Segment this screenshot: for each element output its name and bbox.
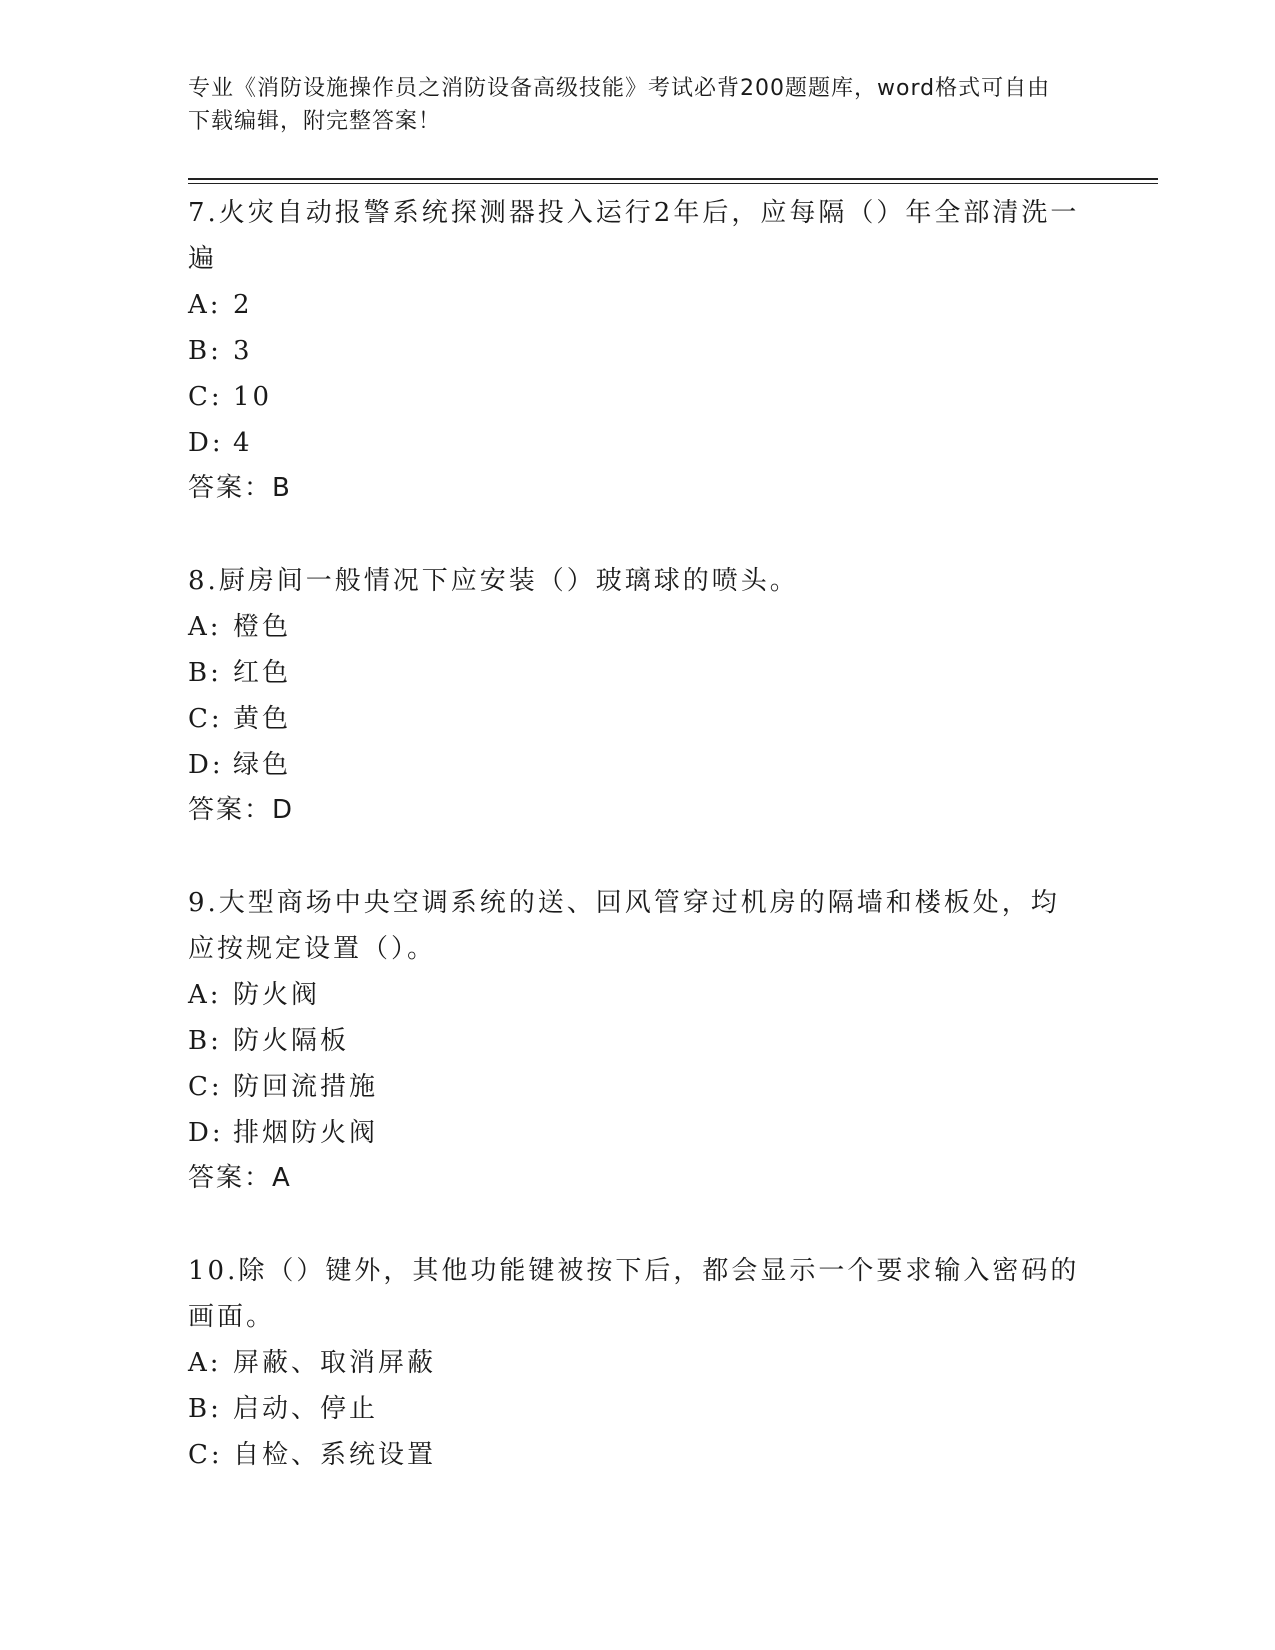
option-d (188, 420, 1088, 466)
answer-text: 答案：A (188, 1163, 292, 1193)
option-key: B: (188, 1026, 222, 1056)
option-key: A: (188, 290, 222, 320)
option-c (188, 1064, 1088, 1110)
question-item (188, 558, 1088, 832)
option-b (188, 1386, 1088, 1432)
option-value: 屏蔽、取消屏蔽 (233, 1348, 437, 1378)
option-value: 启动、停止 (233, 1394, 379, 1424)
question-item (188, 190, 1088, 510)
question-gap (188, 832, 1088, 880)
option-value: 2 (233, 290, 253, 320)
option-key: A: (188, 980, 222, 1010)
document-header: 专业《消防设施操作员之消防设备高级技能》考试必背200题题库，word格式可自由下载编辑，附完整答案！ (188, 76, 1051, 134)
question-text: 10.除（）键外，其他功能键被按下后，都会显示一个要求输入密码的画面。 (188, 1256, 1080, 1332)
option-key: B: (188, 1394, 222, 1424)
option-key: D: (188, 750, 224, 780)
option-key: C: (188, 1072, 223, 1102)
option-c (188, 1432, 1088, 1478)
option-key: B: (188, 658, 222, 688)
option-value: 4 (233, 428, 253, 458)
question-text: 9.大型商场中央空调系统的送、回风管穿过机房的隔墙和楼板处，均应按规定设置（）。 (188, 888, 1060, 964)
option-value: 红色 (233, 658, 292, 688)
option-value: 防火隔板 (233, 1026, 350, 1056)
option-b (188, 328, 1088, 374)
option-key: D: (188, 428, 224, 458)
option-key: A: (188, 1348, 222, 1378)
option-a (188, 972, 1088, 1018)
question-text: 8.厨房间一般情况下应安装（）玻璃球的喷头。 (188, 566, 799, 596)
option-key: C: (188, 704, 223, 734)
question-item (188, 880, 1088, 1200)
option-b (188, 1018, 1088, 1064)
answer-text: 答案：B (188, 473, 292, 503)
option-value: 自检、系统设置 (233, 1440, 437, 1470)
option-value: 排烟防火阀 (233, 1118, 379, 1148)
option-key: B: (188, 336, 222, 366)
header-rule-thick (188, 178, 1158, 180)
option-key: C: (188, 382, 223, 412)
option-c (188, 696, 1088, 742)
option-a (188, 1340, 1088, 1386)
option-key: C: (188, 1440, 223, 1470)
option-value: 橙色 (233, 612, 292, 642)
option-value: 10 (233, 382, 273, 412)
option-d (188, 742, 1088, 788)
option-key: D: (188, 1118, 224, 1148)
option-c (188, 374, 1088, 420)
option-b (188, 650, 1088, 696)
header-rule-thin (188, 183, 1158, 184)
answer-text: 答案：D (188, 795, 295, 825)
option-value: 黄色 (233, 704, 292, 734)
question-gap (188, 510, 1088, 558)
option-value: 3 (233, 336, 253, 366)
option-a (188, 282, 1088, 328)
option-value: 防回流措施 (233, 1072, 379, 1102)
option-key: A: (188, 612, 222, 642)
option-value: 绿色 (233, 750, 292, 780)
question-list (188, 190, 1088, 1478)
question-item (188, 1248, 1088, 1478)
option-value: 防火阀 (233, 980, 321, 1010)
question-text: 7.火灾自动报警系统探测器投入运行2年后，应每隔（）年全部清洗一遍 (188, 198, 1080, 274)
question-gap (188, 1200, 1088, 1248)
option-a (188, 604, 1088, 650)
option-d (188, 1110, 1088, 1156)
